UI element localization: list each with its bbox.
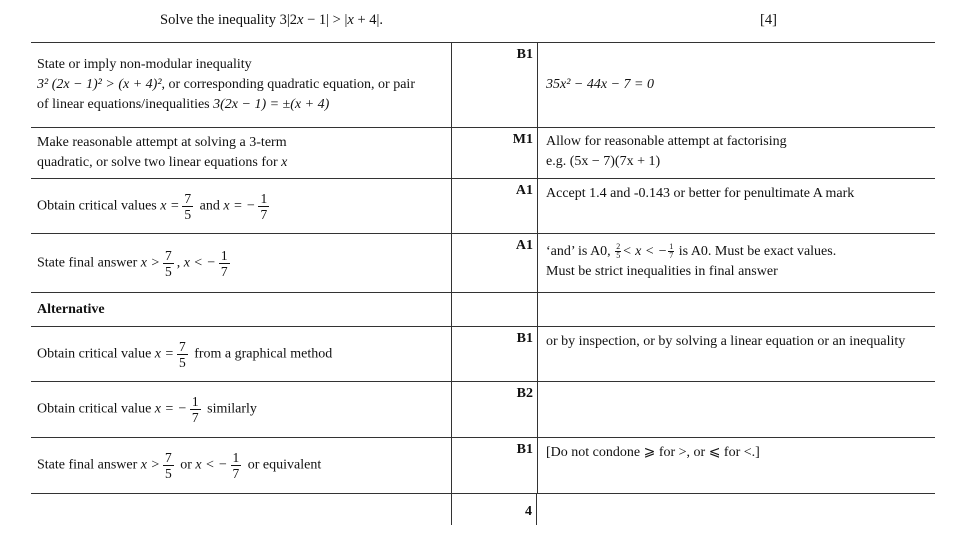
table-row (31, 128, 935, 179)
step-text: Obtain critical value (37, 401, 152, 417)
fraction-denominator: 5 (178, 354, 186, 370)
table-row (31, 327, 935, 382)
fraction-numerator: 2 (616, 242, 621, 252)
guidance-cell (538, 234, 935, 292)
guidance-cell: [Do not condone ⩾ for >, or ⩽ for <.] (546, 445, 760, 460)
guidance-cell: Accept 1.4 and -0.143 or better for penultimate A mark (546, 186, 855, 201)
question-variable: x (297, 12, 304, 28)
step-text: or equivalent (247, 457, 322, 473)
fraction (190, 394, 201, 425)
guidance-text: e.g. (5x − 7)(7x + 1) (546, 154, 661, 169)
guidance-cell (538, 293, 935, 326)
fraction-numerator: 7 (178, 338, 186, 354)
fraction-denominator: 5 (616, 251, 621, 261)
step-text: quadratic, or solve two linear equations for (37, 155, 278, 170)
guidance-text: Must be strict inequalities in final answer (546, 264, 778, 279)
fraction-denominator: 7 (220, 263, 228, 279)
fraction (231, 450, 242, 481)
total-mark-cell: 4 (451, 494, 537, 525)
small-fraction (615, 243, 621, 260)
table-row (31, 42, 935, 128)
fraction-numerator: 1 (220, 247, 228, 263)
mark-cell: A1 (452, 179, 538, 233)
step-text: State final answer (37, 457, 138, 473)
fraction-numerator: 7 (184, 190, 192, 206)
fraction (258, 191, 269, 222)
guidance-math: 35x² − 44x − 7 = 0 (546, 77, 654, 92)
fraction-denominator: 7 (669, 251, 674, 261)
step-text: , or corresponding quadratic equation, or pair (161, 77, 415, 92)
question-prefix: Solve the inequality 3|2 (160, 12, 298, 28)
step-text: from a graphical method (194, 346, 333, 362)
step-cell (31, 128, 452, 178)
math-lhs: x = (154, 346, 174, 362)
fraction-numerator: 1 (260, 190, 268, 206)
mark-cell: B1 (452, 327, 538, 381)
fraction-numerator: 7 (164, 247, 172, 263)
math-lhs: x = − (223, 198, 256, 214)
question-mid: − 1| > | (303, 12, 348, 28)
mark-cell: B2 (452, 382, 538, 437)
step-cell (31, 382, 452, 437)
step-text: Make reasonable attempt at solving a 3-term (37, 135, 287, 150)
small-fraction (668, 243, 674, 260)
step-cell (31, 494, 452, 525)
fraction-denominator: 7 (260, 206, 268, 222)
fraction-denominator: 5 (164, 466, 172, 481)
fraction-denominator: 5 (164, 263, 172, 279)
fraction (219, 248, 230, 279)
guidance-text: ‘and’ is A0, (546, 244, 611, 259)
guidance-text: Allow for reasonable attempt at factorising (546, 134, 787, 149)
fraction-denominator: 7 (191, 410, 199, 425)
step-cell (31, 438, 452, 493)
step-cell (31, 179, 452, 233)
step-cell (31, 43, 452, 127)
question-suffix: + 4|. (353, 12, 384, 28)
table-row (31, 382, 935, 438)
step-cell (31, 234, 452, 292)
step-text: similarly (207, 401, 257, 417)
step-cell (31, 327, 452, 381)
guidance-cell (536, 494, 553, 525)
table-row (31, 438, 935, 494)
fraction-numerator: 1 (669, 242, 674, 252)
table-row-total (31, 494, 935, 525)
math-lhs: x > (140, 255, 160, 271)
step-text: and (199, 198, 220, 214)
fraction-numerator: 1 (191, 394, 199, 409)
guidance-cell: or by inspection, or by solving a linear equation or an inequality (546, 334, 906, 349)
math-lhs: x > (140, 457, 160, 473)
separator: , (176, 255, 181, 271)
section-heading: Alternative (37, 301, 105, 317)
mark-scheme-table (31, 42, 935, 525)
guidance-math: < x < − (622, 244, 668, 259)
mark-cell (452, 293, 538, 326)
step-text: or (180, 457, 192, 473)
fraction-denominator: 5 (184, 206, 192, 222)
step-text: State final answer (37, 255, 138, 271)
math-lhs: x = (160, 198, 180, 214)
step-text: Obtain critical value (37, 346, 152, 362)
math-lhs: x = − (154, 401, 187, 417)
step-text: State or imply non-modular inequality (37, 57, 252, 72)
step-cell (31, 293, 452, 326)
total-marks: [4] (760, 12, 777, 28)
fraction (177, 339, 188, 370)
table-row (31, 179, 935, 234)
step-math: 3(2x − 1) = ±(x + 4) (213, 97, 330, 112)
fraction-numerator: 1 (232, 450, 240, 465)
fraction (163, 248, 174, 279)
fraction-denominator: 7 (232, 466, 240, 481)
mark-cell: B1 (452, 438, 538, 493)
guidance-cell (538, 382, 935, 437)
fraction (182, 191, 193, 222)
table-row (31, 293, 935, 327)
guidance-cell (538, 128, 935, 178)
table-row (31, 234, 935, 293)
guidance-cell (538, 43, 935, 127)
math-lhs: x < − (183, 255, 216, 271)
mark-cell: B1 (452, 43, 538, 127)
step-text: of linear equations/inequalities (37, 97, 210, 112)
math-lhs: x < − (195, 457, 228, 473)
question-variable: x (347, 12, 354, 28)
step-math: 3² (2x − 1)² > (x + 4)² (37, 77, 162, 92)
fraction (163, 450, 174, 481)
guidance-text: is A0. Must be exact values. (678, 244, 837, 259)
step-text: Obtain critical values (37, 198, 157, 214)
fraction-numerator: 7 (164, 450, 172, 465)
question-text (160, 12, 383, 29)
mark-cell: A1 (452, 234, 538, 292)
mark-cell: M1 (452, 128, 538, 178)
step-variable: x (281, 155, 288, 170)
